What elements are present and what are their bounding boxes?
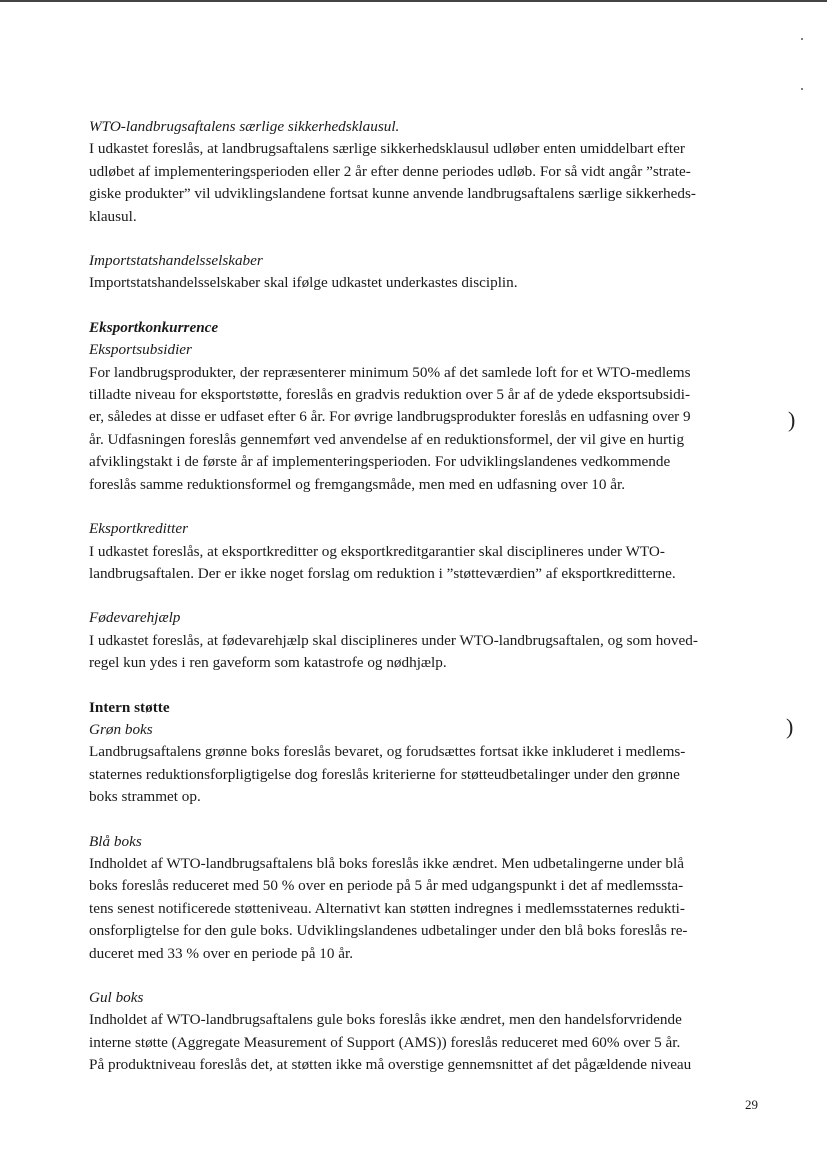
text-line: afviklingstakt i de første år af implementeringsperioden. For udviklingslandenes vedkommende (89, 453, 671, 471)
text-line: tilladte niveau for eksportstøtte, foreslås en gradvis reduktion over 5 år af de ydede eksportsubsidi- (89, 386, 690, 404)
section-amber-box (89, 987, 761, 1077)
paragraph (89, 1009, 761, 1076)
section-heading: Importstatshandelsselskaber (89, 252, 263, 270)
text-line: boks foreslås reduceret med 50 % over en periode på 5 år med udgangspunkt i det af medlemssta- (89, 877, 684, 895)
section-heading: Eksportkreditter (89, 520, 188, 538)
text-line: onsforpligtelse for den gule boks. Udviklingslandenes udbetalinger under den blå boks foreslås re- (89, 922, 688, 940)
text-line: Importstatshandelsselskaber skal ifølge udkastet underkastes disciplin. (89, 274, 518, 292)
paragraph (89, 272, 761, 294)
section-heading: Gul boks (89, 989, 144, 1006)
scan-speck (801, 38, 803, 40)
top-border-line (0, 0, 827, 2)
section-heading: Blå boks (89, 832, 142, 850)
main-heading: Intern støtte (89, 698, 170, 716)
text-line: interne støtte (Aggregate Measurement of Support (AMS)) foreslås reduceret med 60% over 5 år. (89, 1033, 681, 1051)
document-body (89, 116, 761, 1077)
text-line: duceret med 33 % over en periode på 10 år. (89, 944, 353, 962)
margin-bracket-mark: ) (788, 407, 796, 432)
page-number: 29 (745, 1097, 758, 1112)
scan-speck (801, 88, 803, 90)
text-line: år. Udfasningen foreslås gennemført ved anvendelse af en reduktionsformel, der vil give en hurtig (89, 430, 685, 448)
paragraph (89, 853, 761, 965)
section-heading: Fødevarehjælp (89, 609, 181, 627)
section-blue-box (89, 831, 761, 965)
section-export-competition (89, 317, 761, 496)
paragraph (89, 630, 761, 675)
main-heading: Eksportkonkurrence (89, 318, 219, 336)
section-import-state-trading (89, 250, 761, 295)
text-line: staternes reduktionsforpligtigelse dog foreslås kriterierne for støtteudbetalinger under den grønne (89, 765, 680, 783)
text-line: boks strammet op. (89, 788, 201, 806)
text-line: udløbet af implementeringsperioden eller 2 år efter denne periodes udløb. For så vidt angår ”strate- (89, 162, 691, 180)
text-line: For landbrugsprodukter, der repræsenterer minimum 50% af det samlede loft for et WTO-medlems (89, 363, 691, 381)
section-safeguard-clause (89, 116, 761, 228)
section-heading: Eksportsubsidier (89, 341, 192, 359)
section-export-credits (89, 518, 761, 585)
text-line: I udkastet foreslås, at fødevarehjælp skal disciplineres under WTO-landbrugsaftalen, og som hoved- (89, 631, 698, 649)
paragraph (89, 362, 761, 496)
text-line: Landbrugsaftalens grønne boks foreslås bevaret, og forudsættes fortsat ikke inkluderet i medlems- (89, 743, 686, 761)
text-line: landbrugsaftalen. Der er ikke noget forslag om reduktion i ”støtteværdien” af eksportkreditterne. (89, 564, 676, 582)
text-line: I udkastet foreslås, at landbrugsaftalens særlige sikkerhedsklausul udløber enten umiddelbart efter (89, 140, 685, 158)
text-line: Indholdet af WTO-landbrugsaftalens gule boks foreslås ikke ændret, men den handelsforvridende (89, 1011, 682, 1029)
section-domestic-support (89, 697, 761, 809)
text-line: Indholdet af WTO-landbrugsaftalens blå boks foreslås ikke ændret. Men udbetalingerne under blå (89, 854, 684, 872)
text-line: I udkastet foreslås, at eksportkreditter og eksportkreditgarantier skal disciplineres under WTO- (89, 542, 665, 560)
margin-bracket-mark: ) (786, 714, 794, 739)
section-heading: WTO-landbrugsaftalens særlige sikkerhedsklausul. (89, 118, 400, 135)
text-line: tens senest notificerede støtteniveau. Alternativt kan støtten indregnes i medlemsstaternes redukti- (89, 899, 685, 917)
text-line: foreslås samme reduktionsformel og fremgangsmåde, men med en udfasning over 10 år. (89, 475, 626, 493)
text-line: På produktniveau foreslås det, at støtten ikke må overstige gennemsnittet af det pågældende niveau (89, 1056, 692, 1074)
paragraph (89, 741, 761, 808)
section-heading: Grøn boks (89, 720, 153, 738)
section-food-aid (89, 607, 761, 674)
text-line: er, således at disse er udfaset efter 6 år. For øvrige landbrugsprodukter foreslås en udfasning over 9 (89, 408, 691, 426)
text-line: klausul. (89, 207, 137, 225)
paragraph (89, 138, 761, 228)
text-line: regel kun ydes i ren gaveform som katastrofe og nødhjælp. (89, 654, 447, 672)
text-line: giske produkter” vil udviklingslandene fortsat kunne anvende landbrugsaftalens særlige sikkerheds- (89, 185, 696, 203)
paragraph (89, 541, 761, 586)
